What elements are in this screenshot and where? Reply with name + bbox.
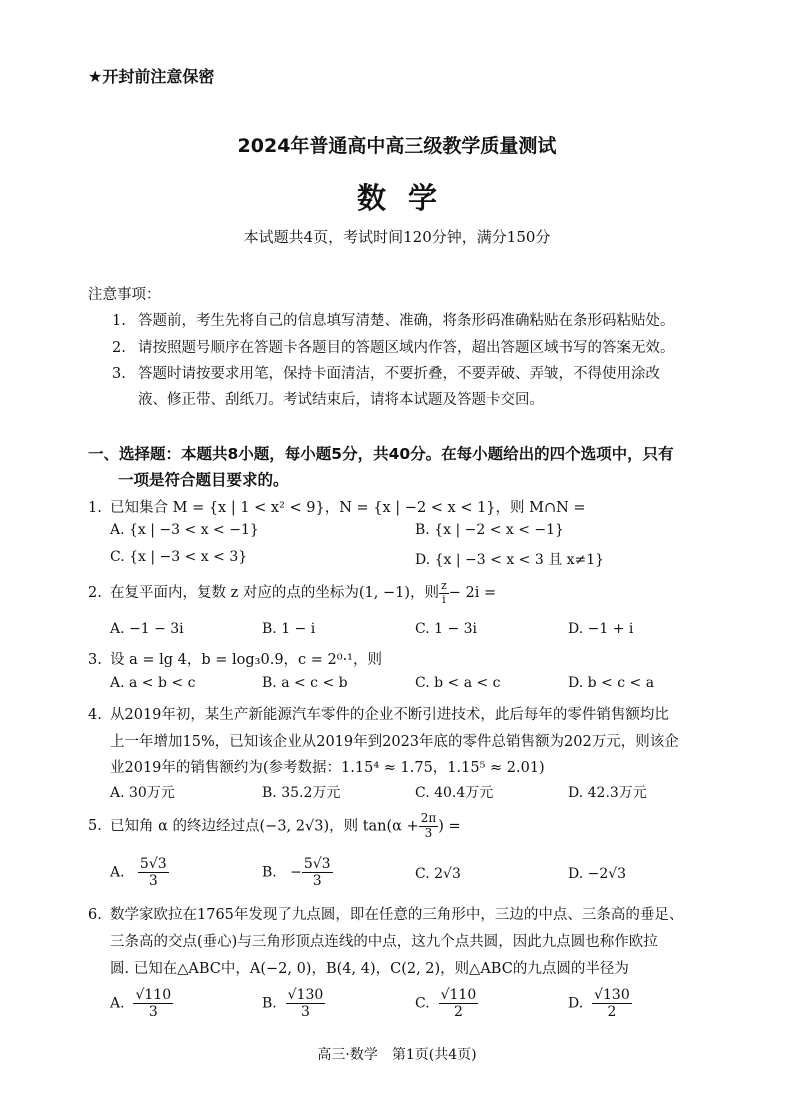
- option-label: A.: [110, 864, 125, 881]
- option-label: C.: [415, 995, 430, 1012]
- question-num: 6.: [88, 907, 102, 923]
- fraction-den: 3: [148, 873, 158, 890]
- option-b: [262, 987, 325, 1020]
- question-num: 2.: [88, 585, 102, 602]
- option-label: A.: [110, 995, 125, 1012]
- fraction-den: 3: [301, 1004, 310, 1021]
- option-label: D.: [568, 995, 584, 1012]
- question-num: 4.: [88, 707, 102, 723]
- notice-heading: 注意事项：: [88, 287, 161, 303]
- option-b: B. 35.2万元: [262, 785, 341, 801]
- option-c: C. 2√3: [415, 866, 461, 882]
- question-4-line2: 上一年增加15%，已知该企业从2019年到2023年底的零件总销售额为202万元，则该企: [110, 734, 679, 750]
- question-6-line2: 三条高的交点(垂心)与三角形顶点连线的中点，这九个点共圆，因此九点圆也称作欧拉: [110, 934, 658, 950]
- question-stem: 设 a = lg 4，b = log₃0.9，c = 2⁰·¹，则: [110, 652, 382, 668]
- option-c: C. {x | −3 < x < 3}: [110, 549, 248, 565]
- question-stem: 已知集合 M = {x | 1 < x² < 9}，N = {x | −2 < x < 1}，则 M∩N =: [110, 500, 586, 516]
- question-stem: 已知角 α 的终边经过点(−3, 2√3)，则 tan(α +: [110, 818, 419, 835]
- fraction: [439, 987, 479, 1020]
- question-5: [88, 812, 461, 841]
- option-b: B. 1 − i: [262, 621, 316, 637]
- question-num: 5.: [88, 818, 102, 835]
- fraction-num: 5√3: [303, 856, 331, 872]
- fraction-den: 3: [312, 873, 322, 890]
- notice-num: 3.: [112, 366, 126, 382]
- question-1: [88, 496, 586, 517]
- option-d: D. −2√3: [568, 866, 627, 882]
- question-num: 1.: [88, 500, 102, 516]
- option-d: [568, 987, 632, 1020]
- option-d: D. −1 + i: [568, 621, 634, 637]
- subject-title: 数学: [356, 181, 459, 215]
- notice-item: [112, 362, 660, 383]
- option-c: C. b < a < c: [415, 675, 501, 691]
- question-stem-end: ) =: [438, 818, 461, 835]
- fraction: [302, 856, 333, 889]
- question-stem-end: − 2i =: [448, 585, 497, 602]
- fraction-den: 2: [453, 1004, 463, 1021]
- option-b: B. {x | −2 < x < −1}: [415, 522, 564, 538]
- option-b: B. a < c < b: [262, 675, 348, 691]
- confidential-notice: ★开封前注意保密: [88, 67, 215, 86]
- page-footer: 高三·数学 第1页(共4页): [317, 1047, 477, 1063]
- question-4-line3: 业2019年的销售额约为(参考数据：1.15⁴ ≈ 1.75，1.15⁵ ≈ 2.01): [110, 760, 545, 776]
- notice-num: 2.: [112, 340, 126, 356]
- minus-sign: −: [290, 864, 302, 881]
- option-d: D. {x | −3 < x < 3 且 x≠1}: [415, 552, 605, 568]
- fraction-den: 3: [424, 825, 433, 840]
- fraction: [592, 987, 632, 1020]
- option-a: A. a < b < c: [110, 675, 196, 691]
- option-b: [262, 856, 333, 889]
- option-a: A. {x | −3 < x < −1}: [110, 522, 259, 538]
- fraction-num: √110: [440, 987, 477, 1003]
- option-label: B.: [262, 995, 277, 1012]
- question-stem: 在复平面内，复数 z 对应的点的坐标为(1, −1)，则: [110, 585, 439, 602]
- question-stem: 数学家欧拉在1765年发现了九点圆，即在任意的三角形中，三边的中点、三条高的垂足、: [110, 907, 684, 923]
- option-c: [415, 987, 478, 1020]
- fraction: [138, 856, 169, 889]
- notice-item: [112, 309, 675, 330]
- notice-num: 1.: [112, 313, 126, 329]
- section-heading: 一、选择题：本题共8小题，每小题5分，共40分。在每小题给出的四个选项中，只有: [88, 445, 674, 463]
- fraction-num: 2π: [420, 811, 437, 825]
- fraction-num: √130: [594, 987, 630, 1003]
- notice-text: 请按照题号顺序在答题卡各题目的答题区域内作答，超出答题区域书写的答案无效。: [138, 340, 675, 356]
- question-6: [88, 903, 683, 924]
- fraction: [439, 580, 449, 606]
- question-num: 3.: [88, 652, 102, 668]
- question-2: [88, 580, 496, 606]
- notice-item-cont: 液、修正带、刮纸刀。考试结束后，请将本试题及答题卡交回。: [138, 392, 544, 408]
- question-6-line3: 圆. 已知在△ABC中，A(−2, 0)，B(4, 4)，C(2, 2)，则△ABC的九点圆的半径为: [110, 961, 629, 977]
- fraction: [419, 812, 439, 841]
- fraction: [133, 987, 173, 1020]
- question-4: [88, 703, 669, 724]
- question-3: [88, 648, 382, 669]
- option-d: D. 42.3万元: [568, 785, 647, 801]
- notice-text: 答题前，考生先将自己的信息填写清楚、准确，将条形码准确粘贴在条形码粘贴处。: [138, 313, 675, 329]
- option-a: A. 30万元: [110, 785, 175, 801]
- notice-item: [112, 336, 675, 357]
- fraction-num: √110: [135, 987, 172, 1003]
- option-a: [110, 856, 169, 889]
- fraction-num: 5√3: [139, 856, 167, 872]
- option-d: D. b < c < a: [568, 675, 655, 691]
- option-a: A. −1 − 3i: [110, 621, 184, 637]
- notice-text: 答题时请按要求用笔，保持卡面清洁，不要折叠，不要弄破、弄皱，不得使用涂改: [138, 366, 660, 382]
- section-heading-cont: 一项是符合题目要求的。: [118, 471, 289, 489]
- fraction-num: √130: [287, 987, 324, 1003]
- option-c: C. 1 − 3i: [415, 621, 478, 637]
- fraction-den: 2: [607, 1004, 617, 1021]
- option-label: B.: [262, 864, 277, 881]
- fraction-den: i: [442, 592, 446, 606]
- fraction-num: z: [441, 579, 447, 592]
- fraction: [286, 987, 326, 1020]
- question-stem: 从2019年初，某生产新能源汽车零件的企业不断引进技术，此后每年的零件销售额均比: [110, 707, 669, 723]
- exam-title: 2024年普通高中高三级教学质量测试: [237, 135, 557, 157]
- option-a: [110, 987, 173, 1020]
- fraction-den: 3: [148, 1004, 158, 1021]
- option-c: C. 40.4万元: [415, 785, 494, 801]
- exam-info: 本试题共4页，考试时间120分钟，满分150分: [243, 228, 551, 246]
